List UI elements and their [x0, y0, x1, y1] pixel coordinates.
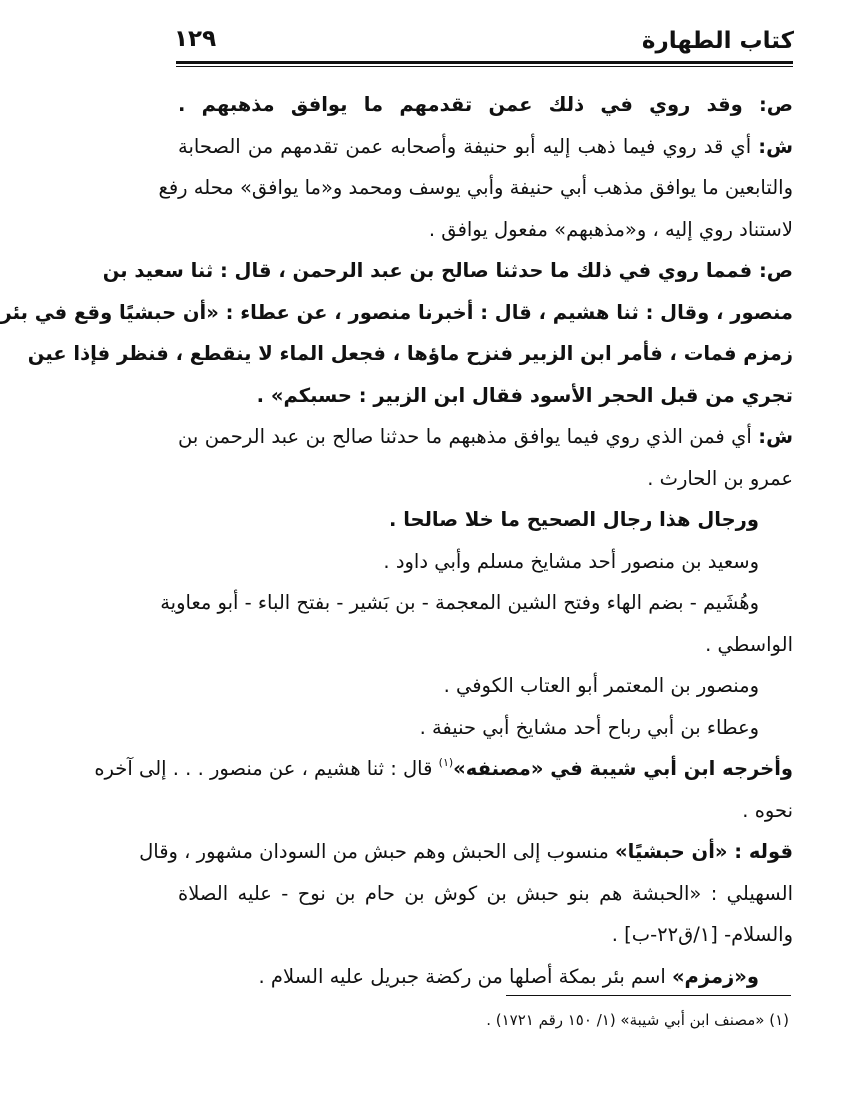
text-line	[0, 292, 793, 334]
line-lead: ش:	[758, 134, 793, 158]
text-line	[178, 499, 793, 541]
line-text: فمما روي في ذلك ما حدثنا صالح بن عبد الرحمن ، قال : ثنا سعيد بن	[102, 259, 759, 282]
text-line	[178, 209, 793, 251]
line-text: وعطاء بن أبي رباح أحد مشايخ أبي حنيفة .	[419, 715, 759, 739]
text-line	[178, 458, 793, 500]
text-line	[178, 126, 793, 168]
line-text: أي فمن الذي روي فيما يوافق مذهبهم ما حدثنا صالح بن عبد الرحمن بن	[178, 425, 759, 448]
page-number: ١٢٩	[174, 26, 217, 52]
line-text: ومنصور بن المعتمر أبو العتاب الكوفي .	[443, 674, 759, 697]
line-text: اسم بئر بمكة أصلها من ركضة جبريل عليه السلام .	[258, 964, 672, 988]
text-line	[102, 250, 793, 292]
line-text: تجري من قبل الحجر الأسود فقال ابن الزبير : حسبكم» .	[256, 383, 793, 407]
line-text: منسوب إلى الحبش وهم حبش من السودان مشهور ، وقال	[139, 840, 616, 863]
line-text: زمزم فمات ، فأمر ابن الزبير فنزح ماؤها ، فجعل الماء لا ينقطع ، فنظر فإذا عين	[27, 342, 793, 365]
line-lead: ش:	[758, 425, 793, 448]
footnote-rule	[506, 995, 791, 996]
line-text: نحوه .	[742, 798, 793, 822]
header-rule	[176, 61, 793, 64]
running-header	[174, 22, 794, 62]
line-lead: ص:	[758, 259, 793, 282]
line-text: أي قد روي فيما ذهب إليه أبو حنيفة وأصحابه عمن تقدمهم من الصحابة	[178, 134, 759, 158]
text-line	[178, 665, 793, 707]
line-text: ورجال هذا رجال الصحيح ما خلا صالحا .	[389, 508, 759, 531]
text-line	[27, 333, 793, 375]
line-text: والسلام- [١/ق٢٢-ب] .	[611, 923, 793, 946]
main-text	[0, 84, 793, 997]
text-line	[94, 748, 793, 790]
line-text: لاستناد روي إليه ، و«مذهبهم» مفعول يوافق .	[428, 217, 793, 241]
footnote-ref: (١)	[438, 756, 454, 769]
text-line	[178, 707, 793, 749]
text-line	[160, 582, 793, 624]
line-text: قال : ثنا هشيم ، عن منصور . . . إلى آخره	[94, 757, 439, 780]
line-text: وقد روي في ذلك عمن تقدمهم ما يوافق مذهبهم .	[178, 93, 759, 116]
text-line	[158, 167, 793, 209]
line-text: منصور ، وقال : ثنا هشيم ، قال : أخبرنا منصور ، عن عطاء : «أن حبشيًا وقع في بئر	[0, 300, 793, 324]
text-line	[178, 624, 793, 666]
footnote: (١) «مصنف ابن أبي شيبة» (١/ ١٥٠ رقم ١٧٢١) .	[486, 1011, 789, 1029]
line-lead: ص:	[758, 93, 793, 116]
line-text: وسعيد بن منصور أحد مشايخ مسلم وأبي داود .	[383, 549, 759, 573]
line-lead: قوله : «أن حبشيًا»	[615, 840, 793, 863]
line-text: عمرو بن الحارث .	[647, 466, 793, 490]
text-line	[178, 84, 793, 126]
line-text: والتابعين ما يوافق مذهب أبي حنيفة وأبي يوسف ومحمد و«ما يوافق» محله رفع	[158, 176, 793, 199]
text-line	[178, 416, 793, 458]
line-lead: و«زمزم»	[671, 964, 759, 988]
text-line	[178, 790, 793, 832]
text-line	[178, 375, 793, 417]
line-text: وهُشَيم - بضم الهاء وفتح الشين المعجمة - بن بَشير - بفتح الباء - أبو معاوية	[160, 591, 759, 614]
text-line	[178, 956, 793, 998]
text-line	[139, 831, 793, 873]
header-rule-thin	[176, 66, 793, 67]
line-text: الواسطي .	[705, 632, 793, 656]
text-line	[178, 873, 793, 915]
text-line	[178, 914, 793, 956]
text-line	[178, 541, 793, 583]
line-text: السهيلي : «الحبشة هم بنو حبش بن كوش بن حام بن نوح - عليه الصلاة	[178, 881, 793, 905]
chapter-title: كتاب الطهارة	[641, 28, 794, 54]
line-lead: وأخرجه ابن أبي شيبة في «مصنفه»	[453, 757, 793, 780]
